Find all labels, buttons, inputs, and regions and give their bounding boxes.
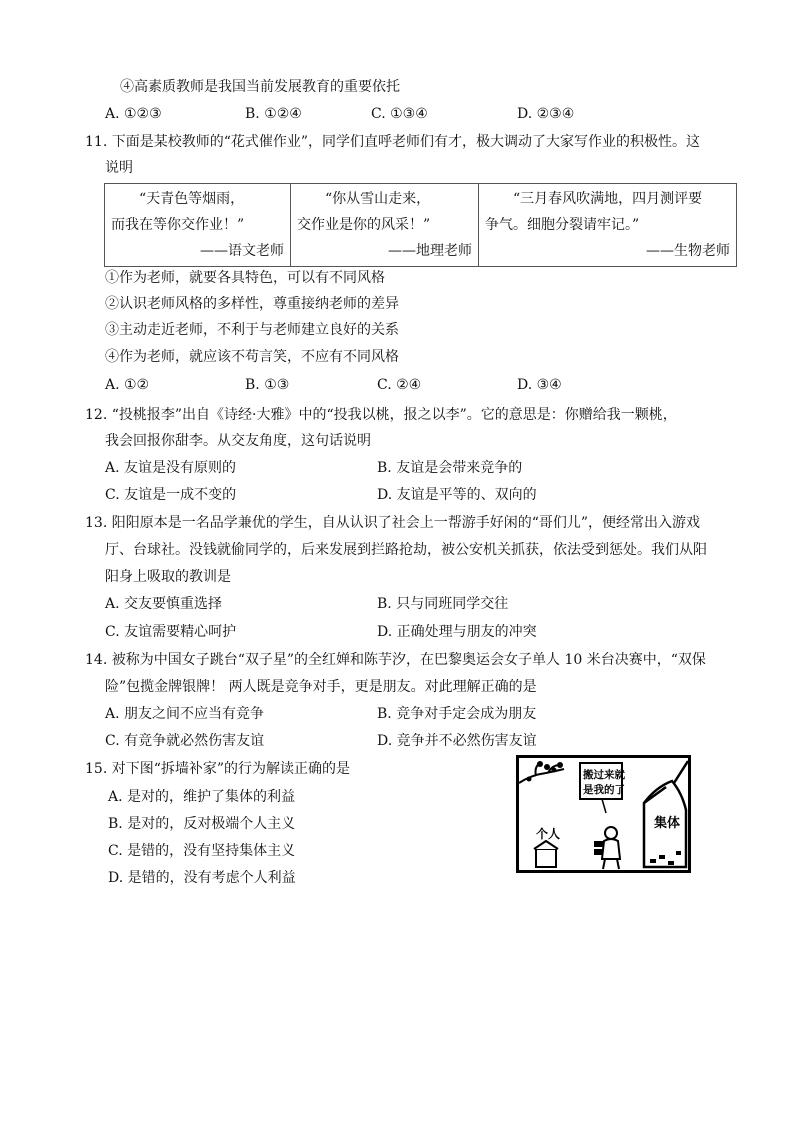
q11-option-b: B. ①③ [245, 377, 290, 393]
quote-signature: ——生物老师 [646, 243, 730, 259]
q10-item-4: ④高素质教师是我国当前发展教育的重要依托 [120, 79, 400, 95]
cartoon-wall-demolition [516, 755, 691, 875]
quote-line: 而我在等你交作业！” [111, 217, 245, 233]
q13-option-a: A. 交友要慎重选择 [105, 596, 223, 612]
q11-stem-line1: 11. 下面是某校教师的“花式催作业”，同学们直呼老师们有才，极大调动了大家写作业的积极性。这 [85, 134, 701, 150]
q11-option-a: A. ①② [105, 377, 150, 393]
q14-stem-line2: 险”包揽金牌银牌！ 两人既是竞争对手，更是朋友。对此理解正确的是 [105, 679, 537, 695]
q13-stem-line3: 阳身上吸取的教训是 [105, 569, 231, 585]
individual-label: 个人 [536, 827, 561, 841]
speech-line-2: 是我的了 [583, 784, 625, 796]
q13-option-d: D. 正确处理与朋友的冲突 [377, 624, 537, 640]
quote-signature: ——地理老师 [388, 243, 472, 259]
q11-quotes-table [104, 183, 737, 267]
q13-stem-line2: 厅、台球社。没钱就偷同学的，后来发展到拦路抢劫，被公安机关抓获，依法受到惩处。我们从阳 [105, 542, 707, 558]
q15-stem: 15. 对下图“拆墙补家”的行为解读正确的是 [85, 761, 351, 777]
q15-option-b: B. 是对的，反对极端个人主义 [108, 816, 296, 832]
q13-stem-line1: 13. 阳阳原本是一名品学兼优的学生，自从认识了社会上一帮游手好闲的“哥们儿”，便经常出入游戏 [85, 515, 701, 531]
q14-option-b: B. 竞争对手定会成为朋友 [377, 706, 537, 722]
q10-option-d: D. ②③④ [517, 106, 575, 122]
q12-option-c: C. 友谊是一成不变的 [105, 487, 237, 503]
q12-option-a: A. 友谊是没有原则的 [105, 460, 237, 476]
q11-item-4: ④作为老师，就应该不苟言笑，不应有不同风格 [105, 349, 399, 365]
q11-item-3: ③主动走近老师，不利于与老师建立良好的关系 [105, 322, 399, 338]
q13-option-c: C. 友谊需要精心呵护 [105, 624, 237, 640]
q15-option-c: C. 是错的，没有坚持集体主义 [108, 843, 296, 859]
q14-option-c: C. 有竞争就必然伤害友谊 [105, 733, 265, 749]
quote-signature: ——语文老师 [200, 243, 284, 259]
q11-item-2: ②认识老师风格的多样性，尊重接纳老师的差异 [105, 296, 399, 312]
quote-line: 争气。细胞分裂请牢记。” [485, 217, 640, 233]
q10-option-c: C. ①③④ [371, 106, 428, 122]
q14-option-a: A. 朋友之间不应当有竞争 [105, 706, 265, 722]
q14-option-d: D. 竞争并不必然伤害友谊 [377, 733, 537, 749]
quote-cell-geography [291, 184, 479, 267]
speech-line-1: 搬过来就 [583, 769, 625, 781]
q10-option-b: B. ①②④ [245, 106, 302, 122]
q12-option-b: B. 友谊是会带来竞争的 [377, 460, 523, 476]
quote-line: “三月春风吹满地，四月测评要 [513, 191, 703, 207]
q11-item-1: ①作为老师，就要各具特色，可以有不同风格 [105, 270, 385, 286]
q13-option-b: B. 只与同班同学交往 [377, 596, 509, 612]
quote-line: 交作业是你的风采！” [297, 217, 431, 233]
collective-label: 集体 [654, 816, 681, 831]
q14-stem-line1: 14. 被称为中国女子跳台“双子星”的全红婵和陈芋汐，在巴黎奥运会女子单人 10 米台决赛中，“双保 [85, 652, 706, 668]
quote-line: “你从雪山走来， [325, 191, 431, 207]
q11-option-c: C. ②④ [377, 377, 422, 393]
quote-cell-chinese [105, 184, 291, 267]
q12-option-d: D. 友谊是平等的、双向的 [377, 487, 537, 503]
q11-stem-line2: 说明 [105, 160, 133, 176]
quote-line: “天青色等烟雨， [139, 191, 245, 207]
q15-option-d: D. 是错的，没有考虑个人利益 [108, 870, 296, 886]
q12-stem-line1: 12. “投桃报李”出自《诗经·大雅》中的“投我以桃，报之以李”。它的意思是：你赠给我一颗桃， [85, 407, 677, 423]
q10-option-a: A. ①②③ [105, 106, 162, 122]
q11-option-d: D. ③④ [517, 377, 562, 393]
quote-cell-biology [479, 184, 737, 267]
q12-stem-line2: 我会回报你甜李。从交友角度，这句话说明 [105, 433, 371, 449]
q15-option-a: A. 是对的，维护了集体的利益 [108, 789, 296, 805]
